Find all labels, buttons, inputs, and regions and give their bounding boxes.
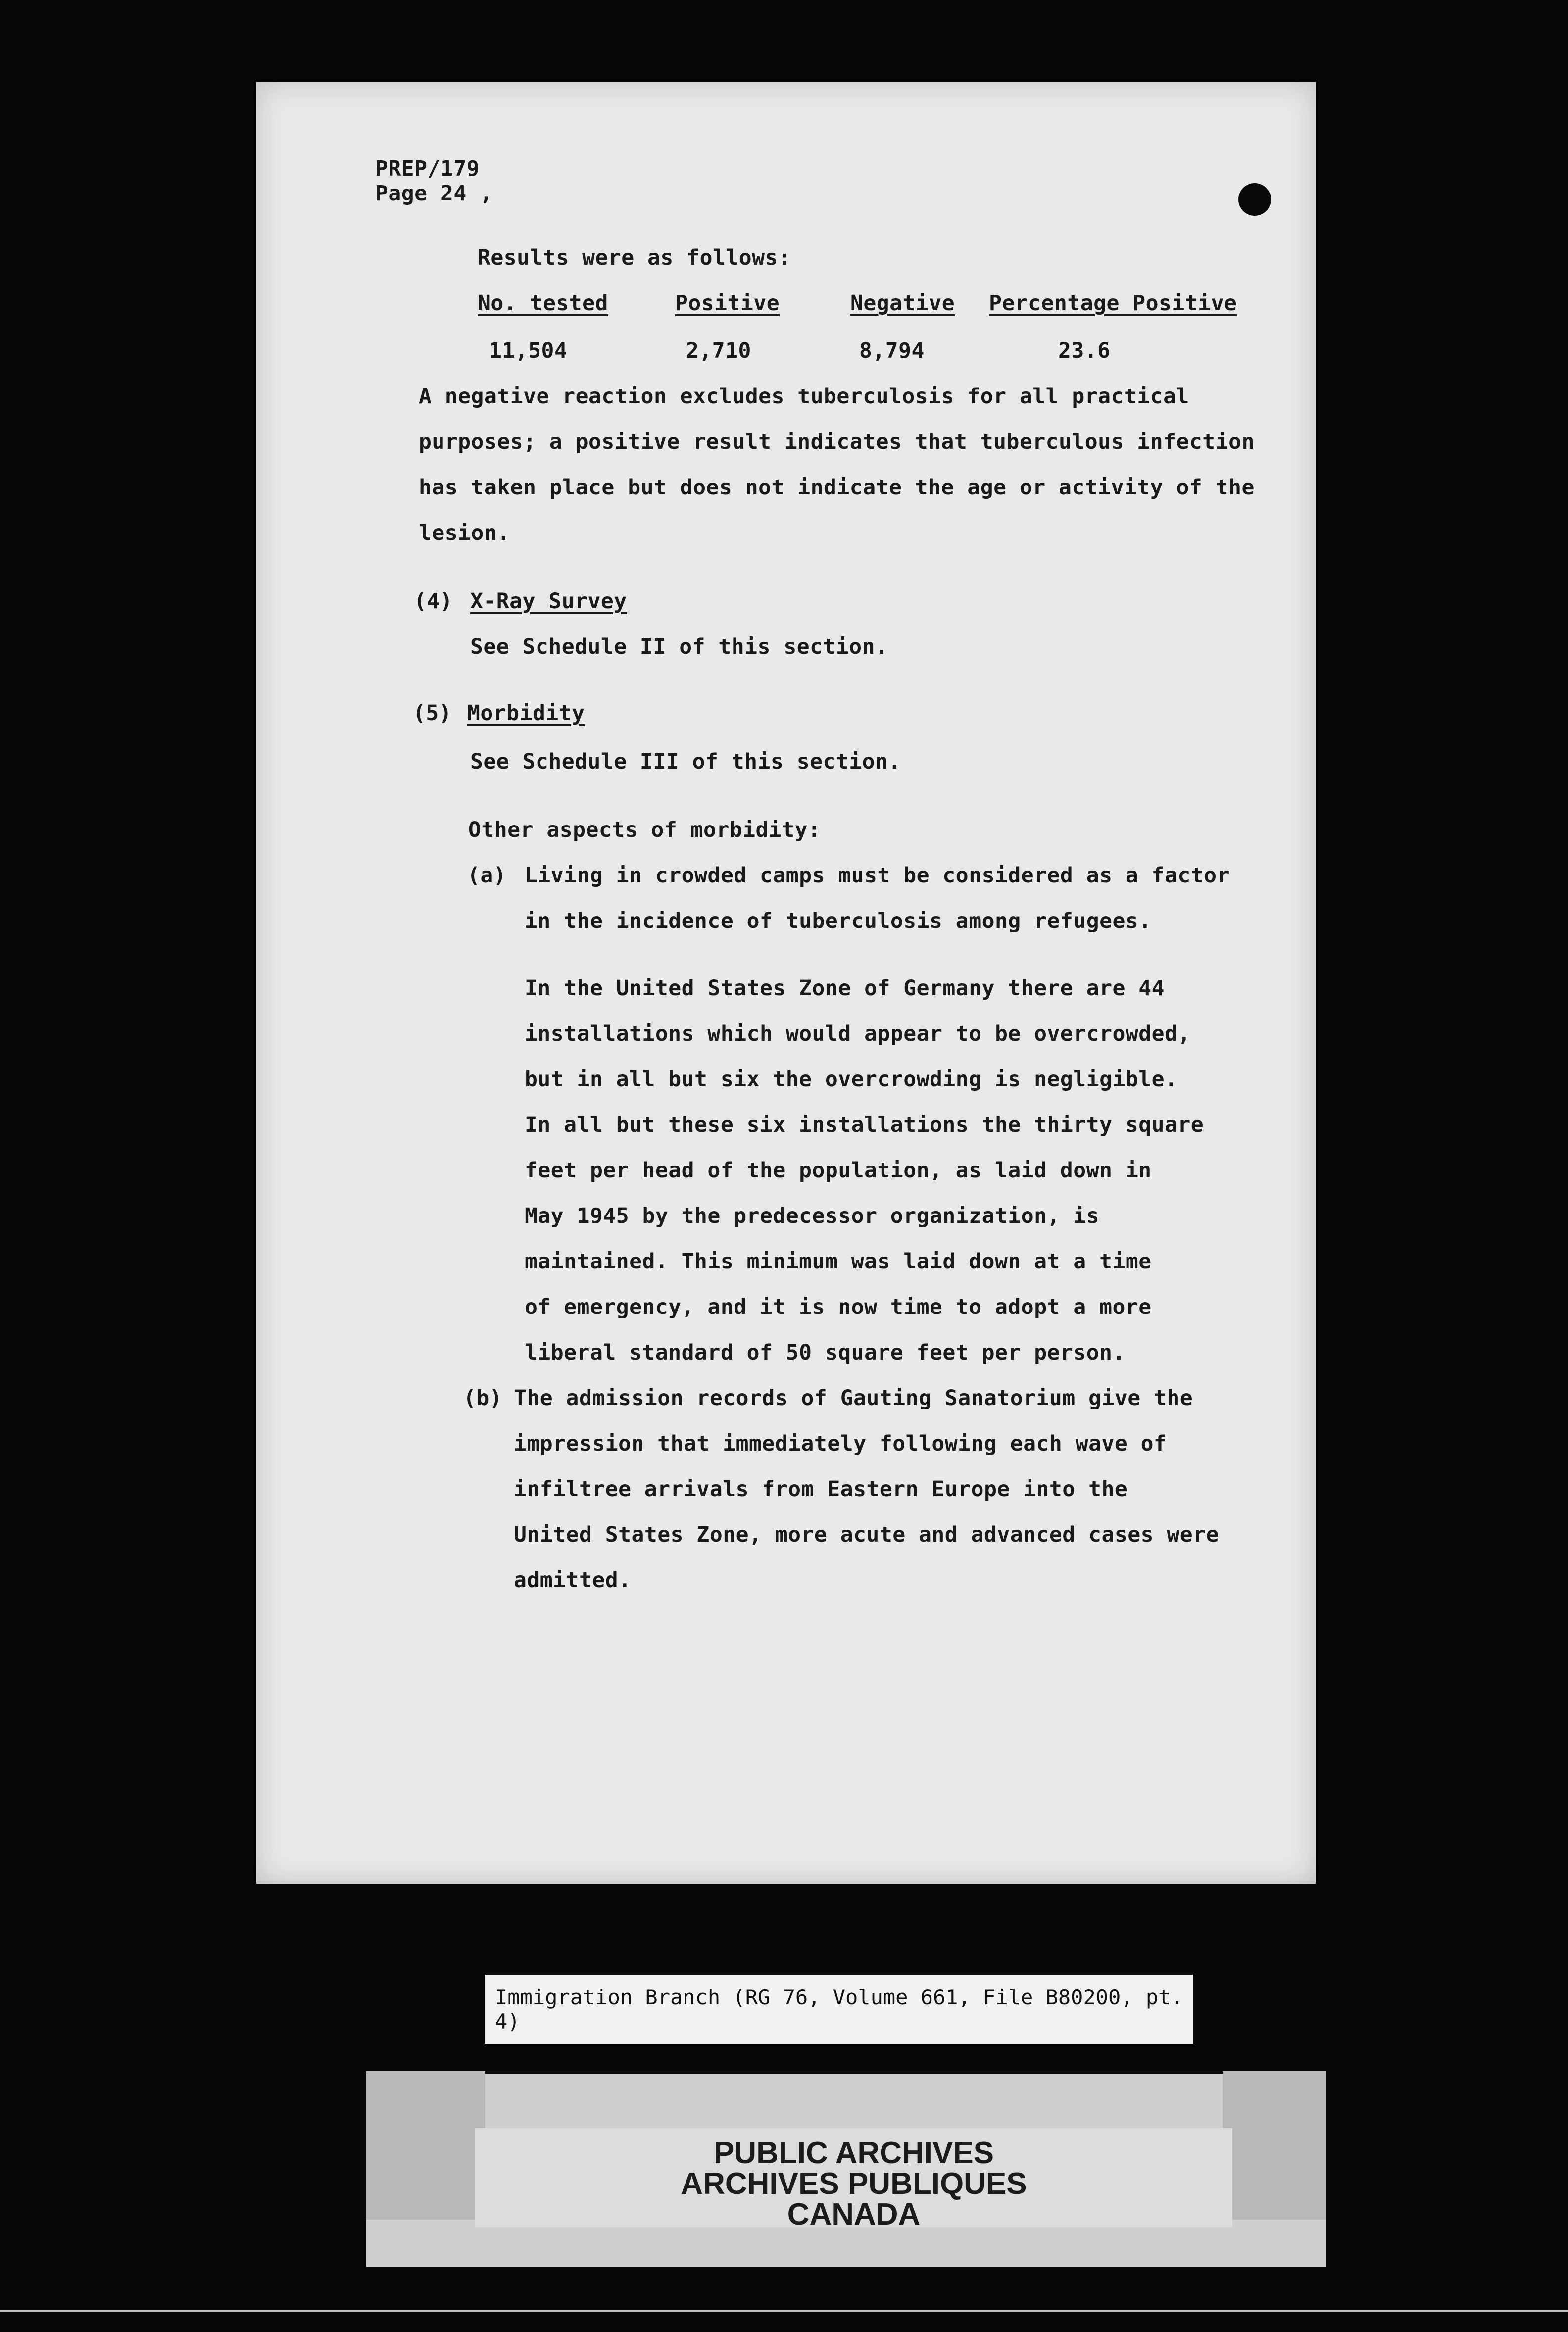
archive-reference-label: Immigration Branch (RG 76, Volume 661, File B80200, pt. 4) [485, 1975, 1193, 2044]
table-header: Percentage Positive [989, 291, 1237, 316]
document-page [256, 82, 1316, 1884]
item-para-line: In the United States Zone of Germany there are 44 [525, 976, 1165, 1001]
table-cell: 23.6 [1058, 339, 1111, 363]
subheading: Other aspects of morbidity: [468, 818, 821, 842]
page-number: Page 24 , [375, 181, 493, 206]
stamp-flap-left [366, 2071, 485, 2220]
stamp-flap-right [1223, 2071, 1326, 2220]
table-cell: 11,504 [489, 339, 568, 363]
item-para-line: maintained. This minimum was laid down at a time [525, 1249, 1152, 1274]
section-title: Morbidity [467, 701, 585, 726]
item-para-line: May 1945 by the predecessor organization, is [525, 1204, 1100, 1228]
table-header: Negative [850, 291, 955, 316]
table-header: Positive [675, 291, 780, 316]
section-text: See Schedule III of this section. [470, 749, 901, 774]
item-line: impression that immediately following each wave of [514, 1431, 1167, 1456]
section-number: (4) [414, 589, 453, 614]
section-title: X-Ray Survey [470, 589, 627, 614]
stamp-line: PUBLIC ARCHIVES [713, 2136, 994, 2170]
results-intro: Results were as follows: [478, 245, 791, 270]
paragraph-line: lesion. [419, 521, 510, 545]
film-edge [0, 2310, 1568, 2312]
section-number: (5) [413, 701, 452, 726]
table-cell: 8,794 [859, 339, 925, 363]
paragraph-line: purposes; a positive result indicates that tuberculous infection [419, 430, 1255, 454]
paragraph-line: has taken place but does not indicate the age or activity of the [419, 475, 1255, 500]
table-cell: 2,710 [686, 339, 751, 363]
stamp-line: ARCHIVES PUBLIQUES [681, 2167, 1027, 2201]
stamp-line: CANADA [787, 2197, 921, 2232]
item-para-line: liberal standard of 50 square feet per person. [525, 1340, 1126, 1365]
document-ref: PREP/179 [375, 156, 480, 181]
item-para-line: installations which would appear to be overcrowded, [525, 1021, 1191, 1046]
item-para-line: feet per head of the population, as laid down in [525, 1158, 1152, 1183]
punch-hole [1238, 183, 1271, 216]
item-line: admitted. [514, 1568, 632, 1593]
item-para-line: In all but these six installations the thirty square [525, 1113, 1204, 1137]
section-text: See Schedule II of this section. [470, 634, 888, 659]
item-line: Living in crowded camps must be considered as a factor [525, 863, 1230, 888]
item-label: (b) [463, 1386, 503, 1410]
table-header: No. tested [478, 291, 608, 316]
item-label: (a) [467, 863, 507, 888]
paragraph-line: A negative reaction excludes tuberculosis for all practical [419, 384, 1189, 409]
item-para-line: of emergency, and it is now time to adopt a more [525, 1295, 1152, 1319]
item-line: The admission records of Gauting Sanatorium give the [514, 1386, 1193, 1410]
item-line: infiltree arrivals from Eastern Europe into the [514, 1477, 1128, 1502]
item-para-line: but in all but six the overcrowding is negligible. [525, 1067, 1178, 1092]
item-line: in the incidence of tuberculosis among refugees. [525, 909, 1152, 933]
item-line: United States Zone, more acute and advanced cases were [514, 1522, 1219, 1547]
